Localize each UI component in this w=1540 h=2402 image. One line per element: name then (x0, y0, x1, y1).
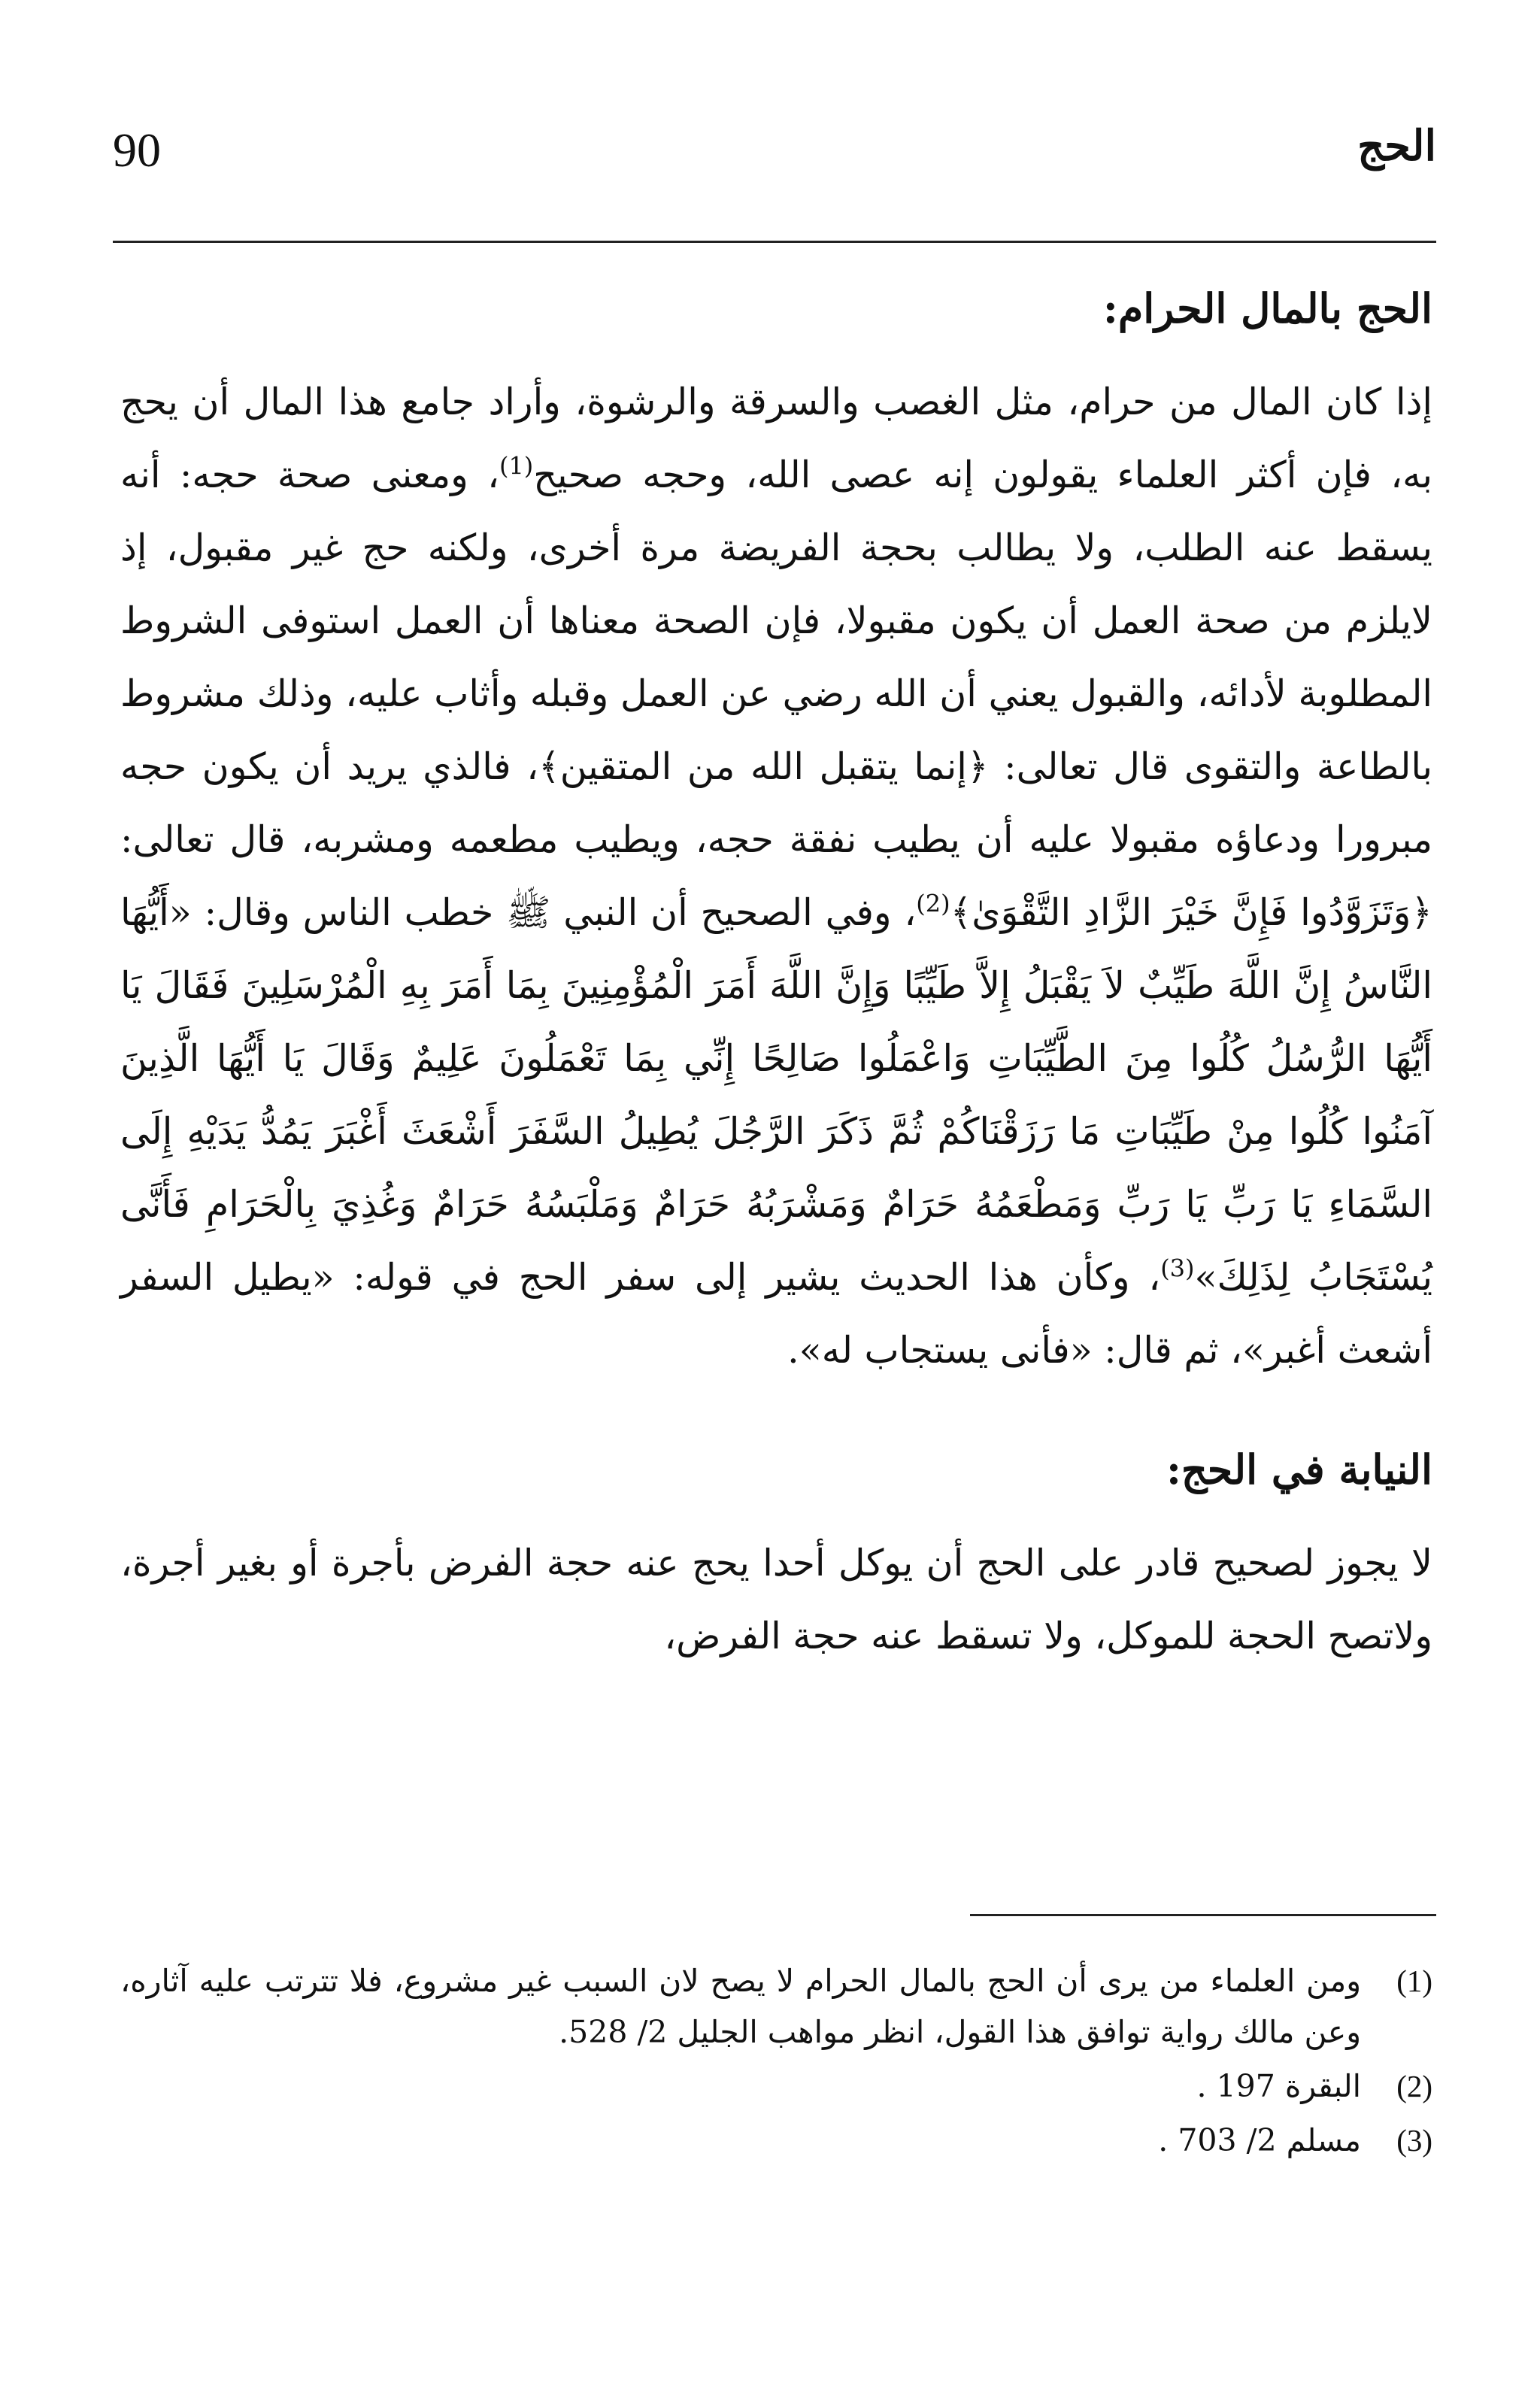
header-rule (113, 241, 1436, 243)
footnote-number: (3) (1396, 2123, 1432, 2158)
footnote-text: ومن العلماء من يرى أن الحج بالمال الحرام لا يصح لان السبب غير مشروع، فلا تترتب عليه آثاره، وعن مالك رواية توافق هذا القول، انظر مواهب الجليل 2/ 528. (120, 1963, 1361, 2050)
footnote-marker: (1) (499, 451, 534, 481)
main-text (120, 278, 1432, 1673)
section-heading-proxy-hajj: النيابة في الحج: (1166, 1445, 1432, 1494)
footnote (120, 1955, 1432, 2058)
footnote-rule (970, 1914, 1436, 1916)
footnote-number: (1) (1396, 1964, 1432, 1998)
paragraph-text: ، ومعنى صحة حجه: أنه يسقط عنه الطلب، ولا يطالب بحجة الفريضة مرة أخرى، ولكنه حج غير مقبول، إذ لايلزم من صحة العمل أن يكون مقبولا، فإن الصحة معناها أن العمل استوفى الشروط المطلوبة لأدائه، والقبول يعني أن الله رضي عن العمل وقبله وأثاب عليه، وذلك مشروط بالطاعة والتقوى قال تعالى: ﴿إنما يتقبل الله من المتقين﴾، فالذي يريد أن يكون حجه مبرورا ودعاؤه مقبولا عليه أن يطيب نفقة حجه، ويطيب مطعمه ومشربه، قال تعالى: ﴿وَتَزَوَّدُوا فَإِنَّ خَيْرَ الزَّادِ التَّقْوَىٰ﴾ (120, 453, 1432, 934)
footnote-text: مسلم 2/ 703 . (1158, 2122, 1361, 2158)
section-heading-haram-money: الحج بالمال الحرام: (1102, 284, 1432, 332)
running-title: الحج (1357, 121, 1436, 171)
footnote-text: البقرة 197 . (1196, 2068, 1361, 2104)
paragraph-text: ، وكأن هذا الحديث يشير إلى سفر الحج في قوله: «يطيل السفر أشعث أغبر»، ثم قال: «فأنى يستجاب له». (120, 1256, 1432, 1372)
paragraph-text: إذا كان المال من حرام، مثل الغصب والسرقة والرشوة، وأراد جامع هذا المال أن يحج به، فإن أكثر العلماء يقولون إنه عصى الله، وحجه صحيح (120, 381, 1432, 496)
footnote-marker: (2) (916, 889, 950, 918)
footnote (120, 2115, 1432, 2166)
paragraph-proxy-hajj: لا يجوز لصحيح قادر على الحج أن يوكل أحدا يحج عنه حجة الفرض بأجرة أو بغير أجرة، ولاتصح الحجة للموكل، ولا تسقط عنه حجة الفرض، (120, 1542, 1432, 1657)
paragraph-text: ، وفي الصحيح أن النبي ﷺ خطب الناس وقال: «أَيُّهَا النَّاسُ إِنَّ اللَّهَ طَيِّبٌ لاَ يَقْبَلُ إِلاَّ طَيِّبًا وَإِنَّ اللَّهَ أَمَرَ الْمُؤْمِنِينَ بِمَا أَمَرَ بِهِ الْمُرْسَلِينَ فَقَالَ يَا أَيُّهَا الرُّسُلُ كُلُوا مِنَ الطَّيِّبَاتِ وَاعْمَلُوا صَالِحًا إِنِّي بِمَا تَعْمَلُونَ عَلِيمٌ وَقَالَ يَا أَيُّهَا الَّذِينَ آمَنُوا كُلُوا مِنْ طَيِّبَاتِ مَا رَزَقْنَاكُمْ ثُمَّ ذَكَرَ الرَّجُلَ يُطِيلُ السَّفَرَ أَشْعَثَ أَغْبَرَ يَمُدُّ يَدَيْهِ إِلَى السَّمَاءِ يَا رَبِّ يَا رَبِّ وَمَطْعَمُهُ حَرَامٌ وَمَشْرَبُهُ حَرَامٌ وَمَلْبَسُهُ حَرَامٌ وَغُذِيَ بِالْحَرَامِ فَأَنَّى يُسْتَجَابُ لِذَلِكَ» (120, 891, 1433, 1299)
footnote-number: (2) (1396, 2069, 1432, 2103)
footnote-marker: (3) (1160, 1254, 1195, 1283)
footnotes (120, 1955, 1432, 2169)
footnote (120, 2061, 1432, 2112)
paragraph-haram-money (120, 365, 1432, 1387)
page-number: 90 (113, 123, 161, 177)
running-header (113, 105, 1436, 180)
